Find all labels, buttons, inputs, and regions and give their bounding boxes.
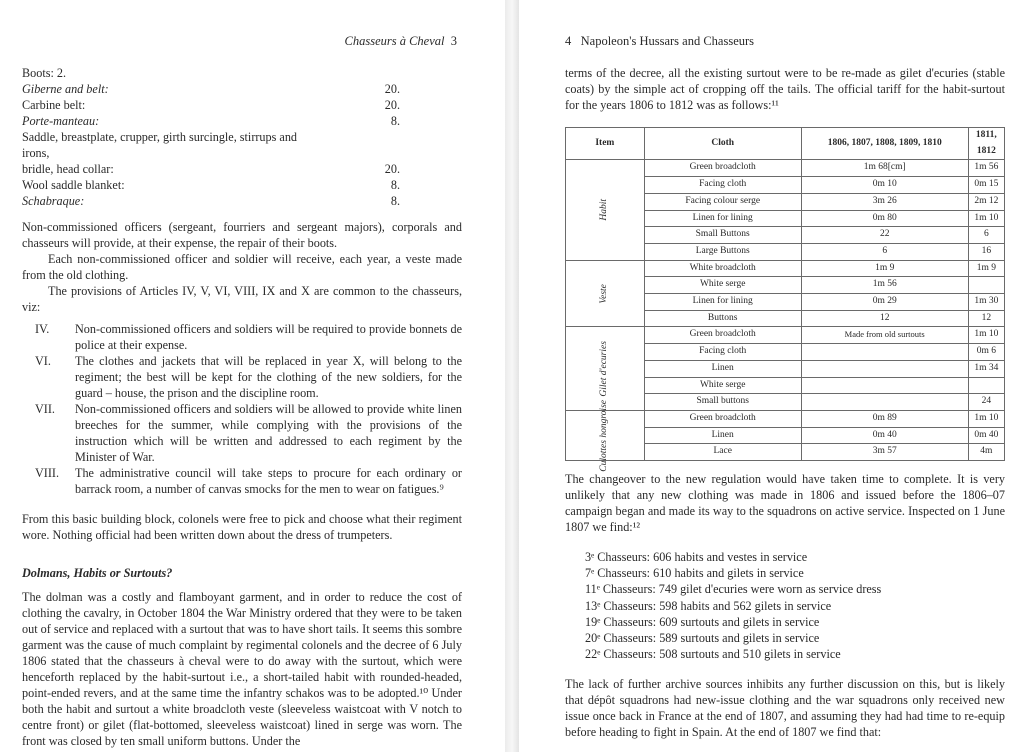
- table-cell: 16: [968, 243, 1004, 260]
- kit-item: [22, 65, 462, 81]
- table-cell: 6: [968, 227, 1004, 244]
- inspection-item: 13ᵉ Chasseurs: 598 habits and 562 gilets in service: [585, 598, 832, 613]
- article-item: [22, 353, 462, 401]
- book-gutter: [505, 0, 519, 752]
- article-text: The clothes and jackets that will be replaced in year X, will belong to the regiment; the best will be kept for the clothing of the new soldiers, for the guard – house, the prison and the discipline room.: [75, 354, 462, 400]
- tariff-table: [565, 127, 1005, 472]
- inspection-item: 7ᵉ Chasseurs: 610 habits and gilets in service: [585, 566, 804, 581]
- table-cell: White serge: [644, 377, 801, 394]
- table-cell: 0m 29: [801, 294, 968, 311]
- kit-item-label: Carbine belt:: [22, 98, 86, 112]
- table-cell: Made from old surtouts: [801, 327, 968, 344]
- kit-item-label: Porte-manteau:: [22, 114, 100, 128]
- table-cell: 1m 10: [968, 410, 1004, 427]
- table-cell: 1m 9: [968, 260, 1004, 277]
- table-cell: Green broadcloth: [644, 160, 801, 177]
- table-cell: 1m 30: [968, 294, 1004, 311]
- kit-list: [22, 65, 462, 209]
- kit-item-qty: [321, 129, 462, 161]
- running-head-title: Chasseurs à Cheval: [344, 34, 445, 48]
- table-cell: Small buttons: [644, 394, 801, 411]
- kit-item-qty: 8.: [390, 114, 400, 128]
- kit-item: [22, 129, 462, 161]
- table-cell: White serge: [644, 277, 801, 294]
- header-cell: 1811, 1812: [968, 128, 1004, 160]
- inspection-item: 3ᵉ Chasseurs: 606 habits and vestes in service: [585, 550, 808, 565]
- table-cell: Facing cloth: [644, 344, 801, 361]
- article-item: [22, 465, 462, 497]
- running-head-title: Napoleon's Hussars and Chasseurs: [580, 34, 755, 48]
- article-item: [22, 401, 462, 465]
- left-column: [22, 65, 462, 749]
- table-cell: Facing colour serge: [644, 193, 801, 210]
- table-cell: 12: [968, 310, 1004, 327]
- header-cell: 1806, 1807, 1808, 1809, 1810: [801, 128, 968, 160]
- table-cell: Linen: [644, 427, 801, 444]
- table-cell: 0m 40: [968, 427, 1004, 444]
- table-cell: Small Buttons: [644, 227, 801, 244]
- group-label-cell: [566, 260, 645, 327]
- table-cell: [801, 344, 968, 361]
- kit-item-label: bridle, head collar:: [22, 162, 114, 176]
- table-cell: Linen for lining: [644, 210, 801, 227]
- paragraph: The lack of further archive sources inhibits any further discussion on this, but is likely that dépôt squadrons had new-issue clothing and the war squadrons only received new issue once back in France at the end of 1807, and assuming they had had time to re-equip before heading to fight in Spain. At the end of 1807 we find that:: [565, 677, 1005, 740]
- kit-item: [22, 193, 462, 209]
- table-cell: 6: [801, 243, 968, 260]
- table-cell: 1m 10: [968, 327, 1004, 344]
- table-cell: Linen for lining: [644, 294, 801, 311]
- table-cell: 0m 10: [801, 177, 968, 194]
- table-cell: 0m 6: [968, 344, 1004, 361]
- table-cell: 22: [801, 227, 968, 244]
- table-cell: 1m 34: [968, 360, 1004, 377]
- table-cell: [968, 377, 1004, 394]
- table-cell: [801, 360, 968, 377]
- kit-item-label: Wool saddle blanket:: [22, 178, 125, 192]
- articles-list: [22, 321, 462, 497]
- table-cell: 2m 12: [968, 193, 1004, 210]
- group-label-cell: [566, 160, 645, 260]
- paragraph: Non-commissioned officers (sergeant, fourriers and sergeant majors), corporals and chasseurs will provide, at their expense, the repair of their boots.: [22, 220, 462, 250]
- kit-item-qty: 8.: [390, 178, 400, 192]
- group-label-cell: [566, 399, 645, 472]
- kit-item: [22, 97, 462, 113]
- table-cell: 24: [968, 394, 1004, 411]
- inspection-item: 11ᵉ Chasseurs: 749 gilet d'ecuries were worn as service dress: [585, 582, 882, 597]
- article-item: [22, 321, 462, 353]
- kit-item: [22, 161, 462, 177]
- kit-item-qty: 20.: [384, 82, 400, 96]
- kit-item: [22, 113, 462, 129]
- table-cell: 1m 68[cm]: [801, 160, 968, 177]
- table-cell: 1m 56: [801, 277, 968, 294]
- table-cell: 4m: [968, 444, 1004, 461]
- table-cell: Linen: [644, 360, 801, 377]
- table-cell: Large Buttons: [644, 243, 801, 260]
- page-number: 4: [565, 34, 572, 48]
- table-cell: [801, 377, 968, 394]
- table-cell: [801, 394, 968, 411]
- kit-item: [22, 81, 462, 97]
- kit-item-label: Saddle, breastplate, crupper, girth surcingle, stirrups and irons,: [22, 130, 298, 160]
- article-number: VIII.: [35, 466, 60, 480]
- table-cell: 1m 9: [801, 260, 968, 277]
- table-cell: Facing cloth: [644, 177, 801, 194]
- inspection-item: 20ᵉ Chasseurs: 589 surtouts and gilets in service: [585, 631, 820, 646]
- article-number: VI.: [35, 354, 51, 368]
- article-text: Non-commissioned officers and soldiers will be allowed to provide white linen breeches for the summer, while complying with the provisions of the instruction which will be written and addressed to each regiment by the Minister of War.: [75, 402, 462, 464]
- article-number: VII.: [35, 402, 55, 416]
- table-cell: White broadcloth: [644, 260, 801, 277]
- paragraph: The changeover to the new regulation would have taken time to complete. It is very unlikely that any new clothing was made in 1806 and issued before the 1806–07 campaign began and made its way to the squadrons on active service. Inspected on 1 June 1807 we find:¹²: [565, 472, 1005, 535]
- paragraph: Each non-commissioned officer and soldier will receive, each year, a veste made from the old clothing.: [22, 252, 462, 282]
- kit-item: [22, 177, 462, 193]
- kit-item-qty: 20.: [384, 98, 400, 112]
- right-page: [519, 0, 1024, 752]
- paragraph: From this basic building block, colonels were free to pick and choose what their regiment wore. Nothing official had been written down about the dress of trumpeters.: [22, 512, 462, 542]
- table-cell: 3m 57: [801, 444, 968, 461]
- group-label: Gilet d'ecuries: [598, 340, 609, 397]
- paragraph: The provisions of Articles IV, V, VI, VIII, IX and X are common to the chasseurs, viz:: [22, 284, 462, 314]
- table-cell: Green broadcloth: [644, 327, 801, 344]
- paragraph: terms of the decree, all the existing surtout were to be re-made as gilet d'ecuries (stable coats) by the simple act of cropping off the tails. The official tariff for the habit-surtout for the years 1806 to 1812 was as follows:¹¹: [565, 66, 1005, 112]
- article-text: The administrative council will take steps to procure for each ordinary or barrack room, a number of canvas smocks for the men to wear on fatigues.⁹: [75, 466, 462, 496]
- kit-item-label: Schabraque:: [22, 194, 85, 208]
- table-header-row: [566, 128, 1005, 160]
- table-cell: 0m 89: [801, 410, 968, 427]
- table-cell: 1m 56: [968, 160, 1004, 177]
- table-cell: Buttons: [644, 310, 801, 327]
- table-row: [566, 327, 1005, 344]
- right-column: [565, 65, 1005, 740]
- table-cell: Lace: [644, 444, 801, 461]
- paragraph: The dolman was a costly and flamboyant garment, and in order to reduce the cost of clothing the cavalry, in October 1804 the War Ministry ordered that they were to be taken out of service and replaced with a surtout that was to have short tails. It seems this sombre garment was the cause of much complaint by regimental colonels and the decree of 6 July 1806 stated that the chasseurs à cheval were to do away with the surtout, which were henceforth replaced by the habit-surtout i.e., a short-tailed habit with rounded-headed, point-ended revers, and at the same time the infantry schakos was to be adopted.¹⁰ Under both the habit and surtout a white broadcloth veste (sleeveless waistcoat with V notch to centre front) or gilet (flat-bottomed, sleeveless waistcoat) lined in serge was worn. The front was closed by ten small uniform buttons. Under the: [22, 590, 462, 748]
- table-cell: 3m 26: [801, 193, 968, 210]
- kit-item-qty: 20.: [384, 162, 400, 176]
- table-row: [566, 260, 1005, 277]
- group-label: Habit: [599, 199, 609, 221]
- left-page: [0, 0, 505, 752]
- group-label: Culottes hongroise: [599, 399, 609, 472]
- article-text: Non-commissioned officers and soldiers will be required to provide bonnets de police at their expense.: [75, 322, 462, 352]
- table-cell: 0m 15: [968, 177, 1004, 194]
- table-cell: 0m 40: [801, 427, 968, 444]
- table-cell: Green broadcloth: [644, 410, 801, 427]
- header-cell: Cloth: [644, 128, 801, 160]
- kit-item-label: Boots: 2.: [22, 66, 67, 80]
- group-label: Veste: [598, 283, 609, 304]
- inspection-list: [565, 549, 1005, 662]
- running-head-left: [345, 34, 458, 49]
- running-head-right: [565, 34, 754, 49]
- table-cell: 12: [801, 310, 968, 327]
- kit-item-label: Giberne and belt:: [22, 82, 109, 96]
- article-number: IV.: [35, 322, 50, 336]
- kit-item-qty: 8.: [390, 194, 400, 208]
- kit-item-qty: [321, 65, 462, 81]
- page-number: 3: [450, 34, 457, 48]
- table-row: [566, 410, 1005, 427]
- section-heading: Dolmans, Habits or Surtouts?: [22, 566, 173, 580]
- inspection-item: 22ᵉ Chasseurs: 508 surtouts and 510 gilets in service: [585, 647, 841, 662]
- table-cell: [968, 277, 1004, 294]
- table-cell: 1m 10: [968, 210, 1004, 227]
- header-cell: Item: [566, 128, 645, 160]
- table-cell: 0m 80: [801, 210, 968, 227]
- inspection-item: 19ᵉ Chasseurs: 609 surtouts and gilets in service: [585, 614, 820, 629]
- table-row: [566, 160, 1005, 177]
- group-label-cell: [566, 327, 645, 411]
